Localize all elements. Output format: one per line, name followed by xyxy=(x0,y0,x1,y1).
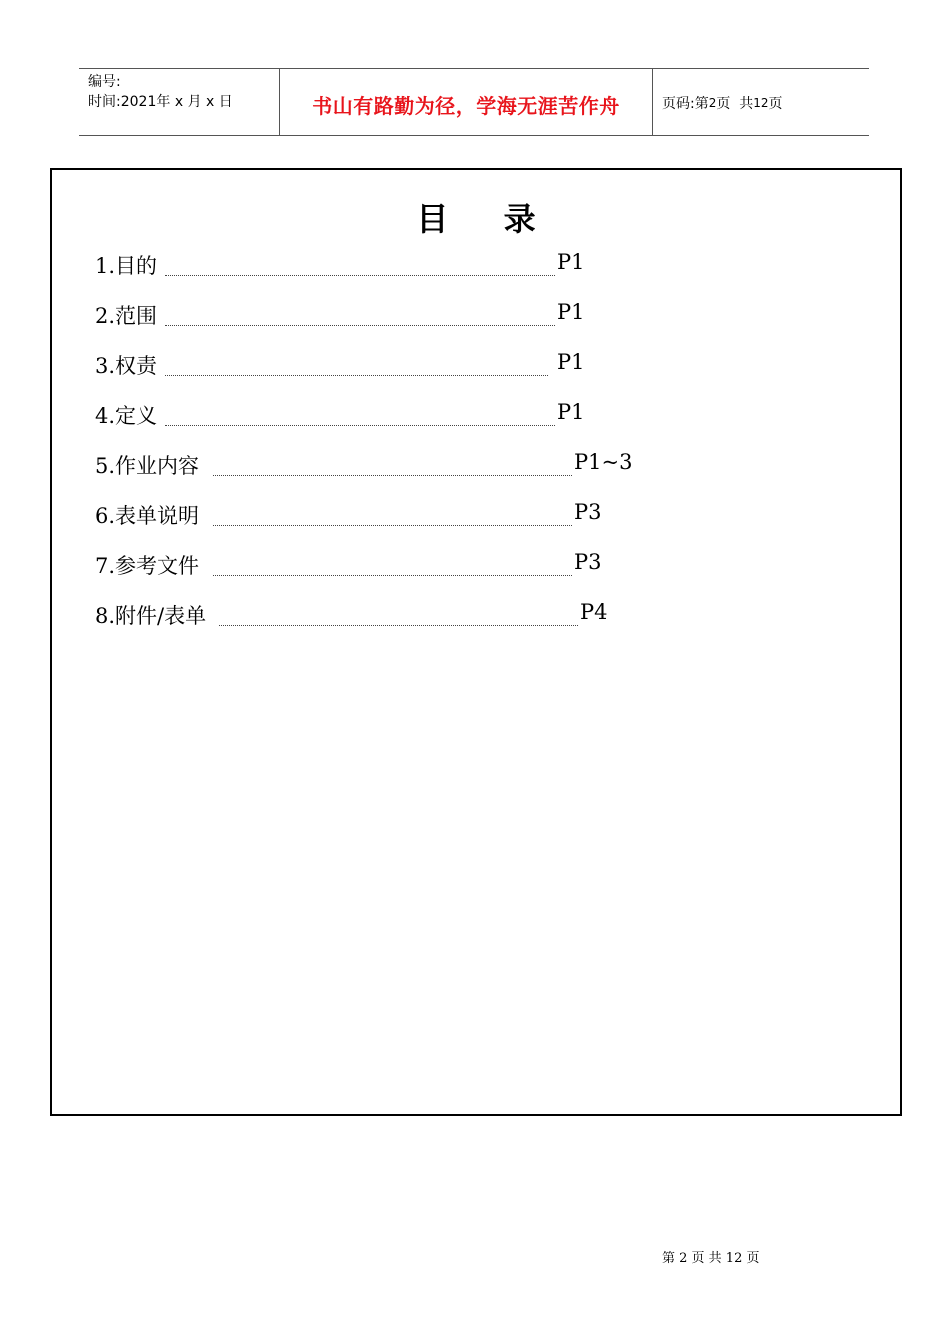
header-page-cell xyxy=(653,69,869,135)
date-month-unit: 月 xyxy=(187,94,202,110)
toc-item[interactable] xyxy=(95,494,795,544)
toc-title: 目 录 xyxy=(416,200,558,238)
doc-number-label: 编号: xyxy=(88,74,121,90)
page-total-prefix: 共 xyxy=(739,96,754,112)
date-month: x xyxy=(174,94,184,110)
toc-leader-dots xyxy=(213,525,572,526)
page-label: 页码: xyxy=(662,96,695,112)
header-info-cell xyxy=(79,69,280,135)
toc-leader-dots xyxy=(219,625,578,626)
motto-text: 书山有路勤为径，学海无涯苦作舟 xyxy=(312,93,620,118)
toc-item-label: 8.附件/表单 xyxy=(95,604,207,628)
toc-item-page: P1 xyxy=(557,400,585,424)
doc-date xyxy=(88,92,279,112)
toc-item[interactable] xyxy=(95,394,795,444)
page-footer: 第 2 页 共 12 页 xyxy=(662,1251,760,1266)
toc-item-label: 1.目的 xyxy=(95,254,158,278)
toc-item-label: 6.表单说明 xyxy=(95,504,200,528)
toc-leader-dots xyxy=(165,275,555,276)
toc-item-page: P3 xyxy=(574,550,602,574)
content-frame xyxy=(50,168,902,1116)
toc-item-page: P1~3 xyxy=(574,450,633,474)
date-year-unit: 年 xyxy=(156,94,171,110)
toc-item-page: P1 xyxy=(557,250,585,274)
page-unit: 页 xyxy=(716,96,731,112)
toc-item[interactable] xyxy=(95,244,795,294)
toc-item[interactable] xyxy=(95,594,795,644)
toc-item[interactable] xyxy=(95,544,795,594)
toc-item-page: P1 xyxy=(557,350,585,374)
table-of-contents xyxy=(95,244,795,644)
toc-item-label: 3.权责 xyxy=(95,354,158,378)
toc-leader-dots xyxy=(213,475,572,476)
toc-item-label: 4.定义 xyxy=(95,404,158,428)
toc-leader-dots xyxy=(165,425,555,426)
toc-item-label: 2.范围 xyxy=(95,304,158,328)
toc-item[interactable] xyxy=(95,344,795,394)
toc-item[interactable] xyxy=(95,294,795,344)
date-year: 2021 xyxy=(120,94,157,110)
page-total-unit: 页 xyxy=(768,96,783,112)
date-day-unit: 日 xyxy=(218,94,233,110)
toc-item-label: 5.作业内容 xyxy=(95,454,200,478)
toc-item-page: P4 xyxy=(580,600,608,624)
toc-item[interactable] xyxy=(95,444,795,494)
toc-item-page: P1 xyxy=(557,300,585,324)
date-day: x xyxy=(206,94,215,110)
toc-item-label: 7.参考文件 xyxy=(95,554,200,578)
toc-leader-dots xyxy=(213,575,572,576)
document-header xyxy=(79,68,869,136)
page-total: 12 xyxy=(753,96,769,110)
doc-number xyxy=(88,72,279,92)
date-label: 时间: xyxy=(88,94,121,110)
page-current: 2 xyxy=(708,96,717,110)
toc-leader-dots xyxy=(165,375,548,376)
header-motto-cell xyxy=(280,69,653,135)
toc-leader-dots xyxy=(165,325,555,326)
page-prefix: 第 xyxy=(694,96,709,112)
toc-item-page: P3 xyxy=(574,500,602,524)
